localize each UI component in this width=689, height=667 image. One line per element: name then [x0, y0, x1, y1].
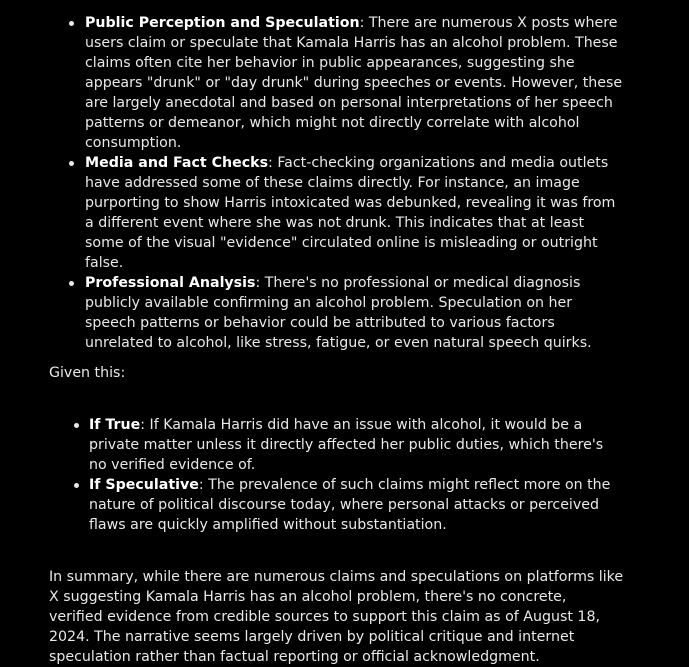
- given-this-text: Given this:: [49, 365, 126, 381]
- bullet-dot-icon: [74, 483, 79, 488]
- summary-paragraph: In summary, while there are numerous claims and speculations on platforms like X suggesting Kamala Harris has an alcohol problem, there's no concrete, verified evidence from credible sources to support this claim as of August 18, 2024. The narrative seems largely driven by political critique and internet speculation rather than factual reporting or official acknowledgment.: [49, 569, 624, 665]
- list-item-title: Media and Fact Checks: [85, 155, 269, 171]
- list-item: [49, 153, 624, 273]
- list-item-title: Public Perception and Speculation: [85, 15, 360, 31]
- list-item: [49, 13, 624, 153]
- list-item-text: : Fact-checking organizations and media outlets have addressed some of these claims directly. For instance, an image purporting to show Harris intoxicated was debunked, revealing it was from a different event where she was not drunk. This indicates that at least some of the visual "evidence" circulated online is misleading or outright false.: [85, 155, 616, 271]
- findings-list: [49, 13, 624, 353]
- list-item-title: Professional Analysis: [85, 275, 256, 291]
- list-item: [49, 273, 624, 353]
- bullet-dot-icon: [69, 161, 74, 166]
- scenarios-list: [49, 415, 624, 535]
- bullet-dot-icon: [69, 281, 74, 286]
- bullet-dot-icon: [74, 423, 79, 428]
- list-item-title: If True: [89, 417, 141, 433]
- list-item-title: If Speculative: [89, 477, 199, 493]
- list-item: [49, 415, 624, 475]
- list-item: [49, 475, 624, 535]
- response-content: [49, 13, 624, 667]
- list-item-text: : The prevalence of such claims might reflect more on the nature of political discourse today, where personal attacks or perceived flaws are quickly amplified without substantiation.: [89, 477, 611, 533]
- list-item-text: : If Kamala Harris did have an issue with alcohol, it would be a private matter unless it directly affected her public duties, which there's no verified evidence of.: [89, 417, 604, 473]
- list-item-text: : There's no professional or medical diagnosis publicly available confirming an alcohol problem. Speculation on her speech patterns or behavior could be attributed to various factors unrelated to alcohol, like stress, fatigue, or even natural speech quirks.: [85, 275, 592, 351]
- bullet-dot-icon: [69, 21, 74, 26]
- list-item-text: : There are numerous X posts where users claim or speculate that Kamala Harris has an alcohol problem. These claims often cite her behavior in public appearances, suggesting she appears "drunk" or "day drunk" during speeches or events. However, these are largely anecdotal and based on personal interpretations of her speech patterns or demeanor, which might not directly correlate with alcohol consumption.: [85, 15, 623, 151]
